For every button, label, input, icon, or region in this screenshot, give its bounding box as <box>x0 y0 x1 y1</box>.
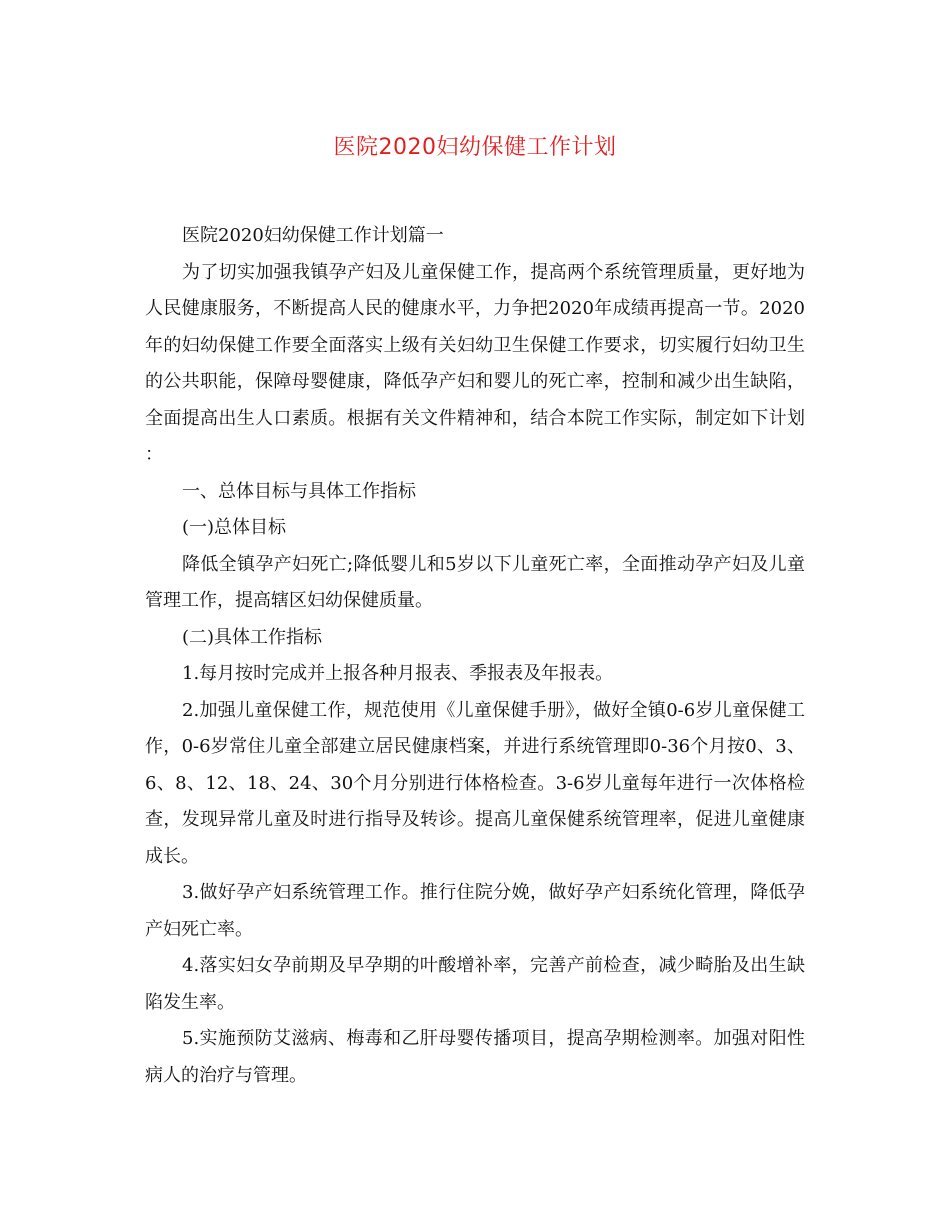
section-heading: 医院2020妇幼保健工作计划篇一 <box>182 225 444 246</box>
document-body <box>145 218 805 1094</box>
chapter-heading: 一、总体目标与具体工作指标 <box>182 480 416 502</box>
list-item: 5.实施预防艾滋病、梅毒和乙肝母婴传播项目，提高孕期检测率。加强对阳性病人的治疗与管理。 <box>145 1028 805 1086</box>
list-item: 2.加强儿童保健工作，规范使用《儿童保健手册》，做好全镇0-6岁儿童保健工作，0-6岁常住儿童全部建立居民健康档案，并进行系统管理即0-36个月按0、3、6、8、12、18、24、30个月分别进行体格检查。3-6岁儿童每年进行一次体格检查，发现异常儿童及时进行指导及转诊。提高儿童保健系统管理率，促进儿童健康成长。 <box>145 699 805 867</box>
goal-paragraph: 降低全镇孕产妇死亡;降低婴儿和5岁以下儿童死亡率，全面推动孕产妇及儿童管理工作，提高辖区妇幼保健质量。 <box>145 553 805 611</box>
document-title: 医院2020妇幼保健工作计划 <box>333 135 617 160</box>
list-item: 4.落实妇女孕前期及早孕期的叶酸增补率，完善产前检查，减少畸胎及出生缺陷发生率。 <box>145 955 805 1013</box>
intro-paragraph: 为了切实加强我镇孕产妇及儿童保健工作，提高两个系统管理质量，更好地为人民健康服务，不断提高人民的健康水平，力争把2020年成绩再提高一节。2020年的妇幼保健工作要全面落实上级有关妇幼卫生保健工作要求，切实履行妇幼卫生的公共职能，保障母婴健康，降低孕产妇和婴儿的死亡率，控制和减少出生缺陷，全面提高出生人口素质。根据有关文件精神和，结合本院工作实际，制定如下计划： <box>145 261 805 465</box>
list-item: 3.做好孕产妇系统管理工作。推行住院分娩，做好孕产妇系统化管理，降低孕产妇死亡率。 <box>145 882 805 940</box>
subsection-heading: (二)具体工作指标 <box>182 626 323 648</box>
subsection-heading: (一)总体目标 <box>182 517 287 538</box>
list-item: 1.每月按时完成并上报各种月报表、季报表及年报表。 <box>182 663 614 684</box>
